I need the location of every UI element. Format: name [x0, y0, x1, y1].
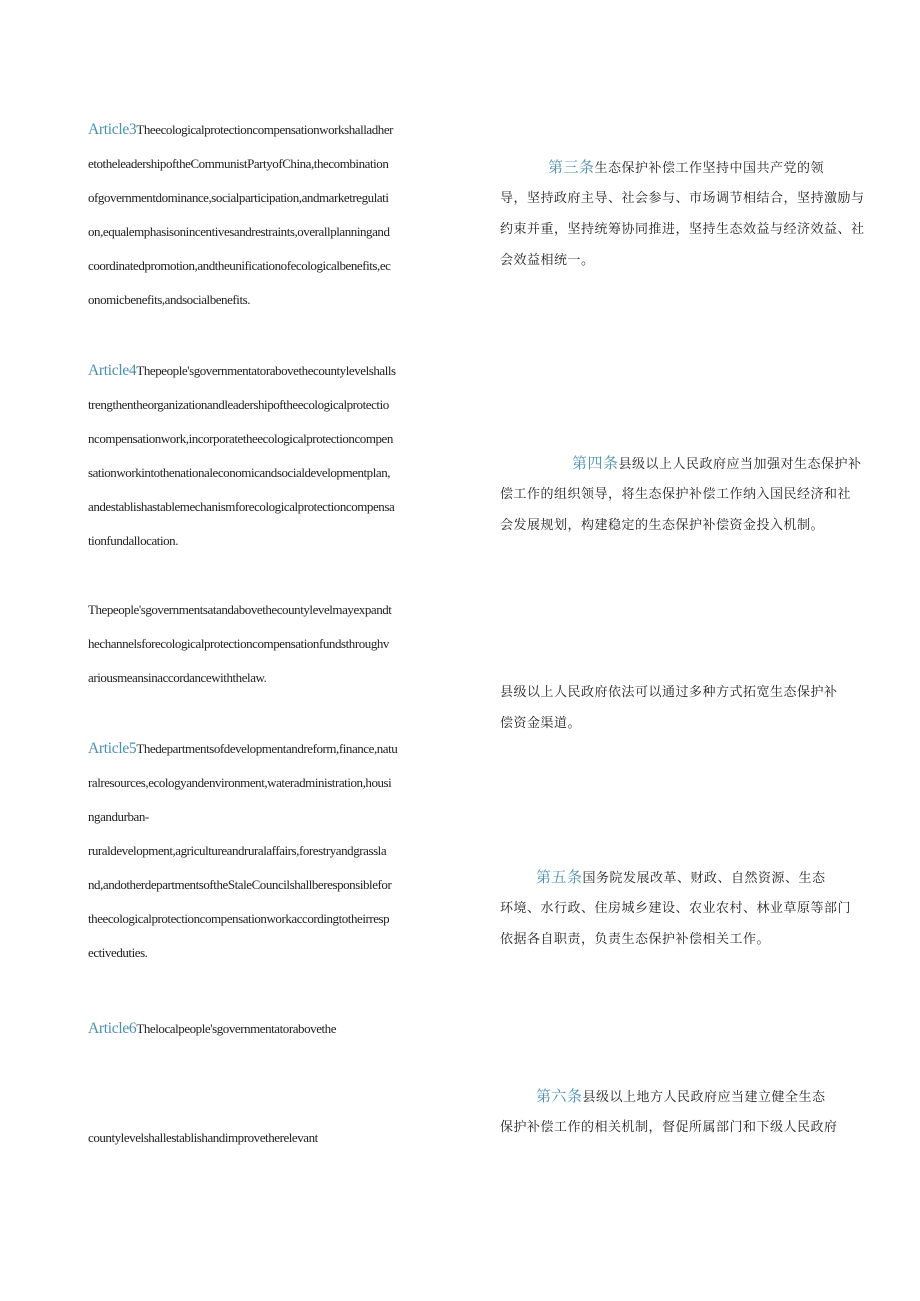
article-5-en-line: ralresources,ecologyandenvironment,wateradministration,housi	[88, 775, 392, 790]
paragraph-funds-en-line: hechannelsforecologicalprotectioncompensationfundsthroughv	[88, 636, 389, 651]
article-6-en-label: Article6	[88, 1020, 137, 1037]
article-4-en-line: andestablishastablemechanismforecologicalprotectioncompensa	[88, 499, 395, 514]
article-5-zh-label: 第五条	[536, 868, 583, 886]
article-3-en	[88, 113, 484, 317]
article-5-en-line: ruraldevelopment,agricultureandruralaffairs,forestryandgrassla	[88, 843, 387, 858]
article-4-en	[88, 354, 484, 558]
article-3-en-line: onomicbenefits,andsocialbenefits.	[88, 292, 251, 307]
article-3-zh-line: 会效益相统一。	[500, 253, 595, 268]
article-4-zh-line: 偿工作的组织领导，将生态保护补偿工作纳入国民经济和社	[500, 487, 852, 502]
article-5-en-line: ngandurban-	[88, 809, 149, 824]
article-6-en	[88, 1012, 484, 1046]
article-3-en-line: etotheleadershipoftheCommunistPartyofChina,thecombination	[88, 156, 389, 171]
article-5-en-line: Thedepartmentsofdevelopmentandreform,finance,natu	[136, 741, 398, 756]
article-5-en-line: ectiveduties.	[88, 945, 148, 960]
article-6-zh	[500, 1081, 900, 1143]
article-6-en-continued	[88, 1121, 484, 1155]
article-5-zh-line: 依据各自职责，负责生态保护补偿相关工作。	[500, 932, 771, 947]
article-4-zh-label: 第四条	[572, 454, 619, 472]
article-5-en-line: nd,andotherdepartmentsoftheStaleCouncilshallberesponsiblefor	[88, 877, 392, 892]
article-5-zh-line: 环境、水行政、住房城乡建设、农业农村、林业草原等部门	[500, 901, 852, 916]
article-6-en-line: countylevelshallestablishandimprovetherelevant	[88, 1130, 318, 1145]
article-3-en-line: Theecologicalprotectioncompensationworkshalladher	[136, 122, 394, 137]
article-3-zh-label: 第三条	[548, 158, 595, 176]
article-4-en-line: ncompensationwork,incorporatetheecologicalprotectioncompen	[88, 431, 393, 446]
paragraph-funds-zh-line: 偿资金渠道。	[500, 716, 582, 731]
paragraph-funds-en-line: ariousmeansinaccordancewiththelaw.	[88, 670, 267, 685]
article-5-en-line: theecologicalprotectioncompensationworkaccordingtotheirresp	[88, 911, 390, 926]
article-3-en-line: ofgovernmentdominance,socialparticipation,andmarketregulati	[88, 190, 389, 205]
article-6-en-line: Thelocalpeople'sgovernmentatorabovethe	[136, 1021, 337, 1036]
article-3-en-label: Article3	[88, 121, 137, 138]
article-3-zh-line: 约束并重，坚持统筹协同推进，坚持生态效益与经济效益、社	[500, 222, 865, 237]
article-5-en-label: Article5	[88, 740, 137, 757]
article-6-zh-label: 第六条	[536, 1087, 583, 1105]
article-3-zh	[500, 152, 900, 276]
article-5-en	[88, 732, 484, 970]
article-3-zh-line: 生态保护补偿工作坚持中国共产党的领	[594, 161, 825, 176]
article-4-en-line: Thepeople'sgovernmentatorabovethecountylevelshalls	[136, 363, 396, 378]
article-3-zh-line: 导，坚持政府主导、社会参与、市场调节相结合，坚持激励与	[500, 191, 865, 206]
article-4-zh-line: 会发展规划，构建稳定的生态保护补偿资金投入机制。	[500, 518, 825, 533]
paragraph-funds-zh-line: 县级以上人民政府依法可以通过多种方式拓宽生态保护补	[500, 685, 838, 700]
article-4-zh	[500, 448, 900, 541]
paragraph-funds-en	[88, 593, 484, 695]
article-3-en-line: on,equalemphasisonincentivesandrestraints,overallplanningand	[88, 224, 390, 239]
article-3-en-line: coordinatedpromotion,andtheunificationofecologicalbenefits,ec	[88, 258, 391, 273]
paragraph-funds-zh	[500, 677, 900, 739]
article-5-zh-line: 国务院发展改革、财政、自然资源、生态	[582, 871, 826, 886]
article-4-zh-line: 县级以上人民政府应当加强对生态保护补	[618, 457, 862, 472]
article-4-en-line: trengthentheorganizationandleadershipoftheecologicalprotectio	[88, 397, 389, 412]
article-5-zh	[500, 862, 900, 955]
article-6-zh-line: 保护补偿工作的相关机制，督促所属部门和下级人民政府	[500, 1120, 838, 1135]
paragraph-funds-en-line: Thepeople'sgovernmentsatandabovethecountylevelmayexpandt	[88, 602, 392, 617]
article-4-en-line: sationworkintothenationaleconomicandsocialdevelopmentplan,	[88, 465, 391, 480]
article-6-zh-line: 县级以上地方人民政府应当建立健全生态	[582, 1090, 826, 1105]
article-4-en-label: Article4	[88, 362, 137, 379]
article-4-en-line: tionfundallocation.	[88, 533, 179, 548]
